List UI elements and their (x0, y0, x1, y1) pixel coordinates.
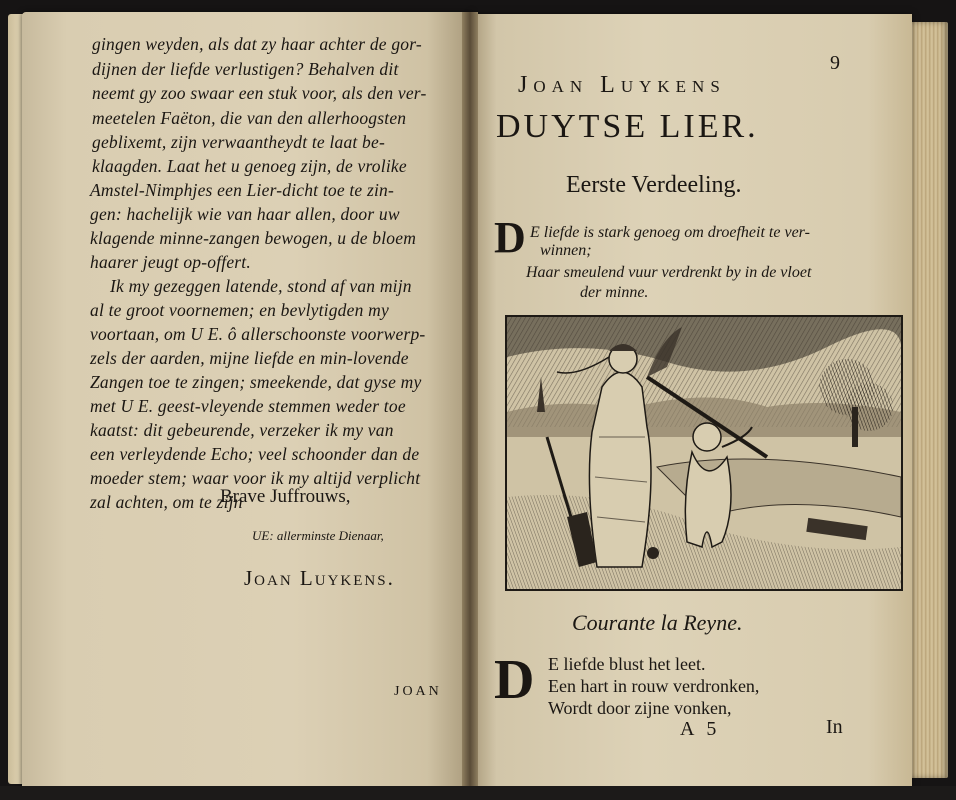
background-cloth (0, 786, 956, 800)
author-heading: Joan Luykens (518, 72, 726, 98)
servant-line: UE: allerminste Dienaar, (252, 528, 384, 543)
left-text-line: met U E. geest-vleyende stemmen weder toe (90, 396, 406, 416)
left-text-line: gen: hachelijk wie van haar allen, door uw (90, 204, 400, 224)
left-text-line: moeder stem; waar voor ik my altijd verplicht (90, 468, 421, 488)
left-text-line: Zangen toe te zingen; smeekende, dat gyse my (90, 372, 422, 392)
verse-drop-cap: D (494, 649, 535, 711)
catchword-left: JOAN (394, 684, 442, 699)
left-text-line: Amstel-Nimphjes een Lier-dicht toe te zin- (90, 180, 395, 200)
left-text-line: klaagden. Laat het u genoeg zijn, de vrolike (92, 156, 407, 176)
left-text-line: zal achten, om te zijn (90, 492, 243, 512)
left-text-line: klagende minne-zangen bewogen, u de bloem (90, 228, 417, 248)
left-text-line: dijnen der liefde verlustigen? Behalven dit (92, 59, 399, 79)
verse-line: Wordt door zijne vonken, (548, 698, 732, 718)
verse-line: E liefde blust het leet. (548, 654, 706, 674)
motto-line: E liefde is stark genoeg om droefheit te ver- (530, 224, 810, 241)
left-text-line: voortaan, om U E. ô allerschoonste voorwerp- (90, 324, 426, 344)
engraving-illustration (505, 315, 903, 591)
left-text-line: al te groot voornemen; en bevlytigden my (90, 300, 389, 320)
left-text-line: neemt gy zoo swaar een stuk voor, als den ver- (92, 83, 427, 103)
song-title: Courante la Reyne. (572, 610, 743, 635)
section-heading: Eerste Verdeeling. (566, 172, 742, 198)
catchword-right: In (826, 716, 843, 738)
page-number: 9 (830, 52, 840, 74)
left-text-line: geblixemt, zijn verwaantheydt te laat be- (92, 132, 385, 152)
book-gutter (462, 12, 478, 792)
signature: Joan Luykens. (244, 566, 395, 590)
left-text-line: kaatst: dit gebeurende, verzeker ik my van (90, 420, 394, 440)
verse-line: Een hart in rouw verdronken, (548, 676, 760, 696)
motto-line: Haar smeulend vuur verdrenkt by in de vloet (526, 264, 812, 281)
left-text-line: een verleydende Echo; veel schoonder dan de (90, 444, 420, 464)
left-text-line: Ik my gezeggen latende, stond af van mijn (110, 276, 412, 296)
left-text-line: zels der aarden, mijne liefde en min-lovende (90, 348, 409, 368)
signature-mark: A 5 (680, 718, 721, 740)
salutation: Brave Juffrouws, (220, 486, 351, 507)
motto-line: der minne. (580, 284, 649, 301)
left-text-line: gingen weyden, als dat zy haar achter de gor- (92, 34, 422, 54)
motto-drop-cap: D (494, 213, 526, 262)
motto-line: winnen; (540, 242, 592, 259)
left-text-line: haarer jeugt op-offert. (90, 252, 251, 272)
left-text-line: meetelen Faëton, die van den allerhoogsten (92, 108, 407, 128)
book-title: DUYTSE LIER. (496, 108, 759, 145)
